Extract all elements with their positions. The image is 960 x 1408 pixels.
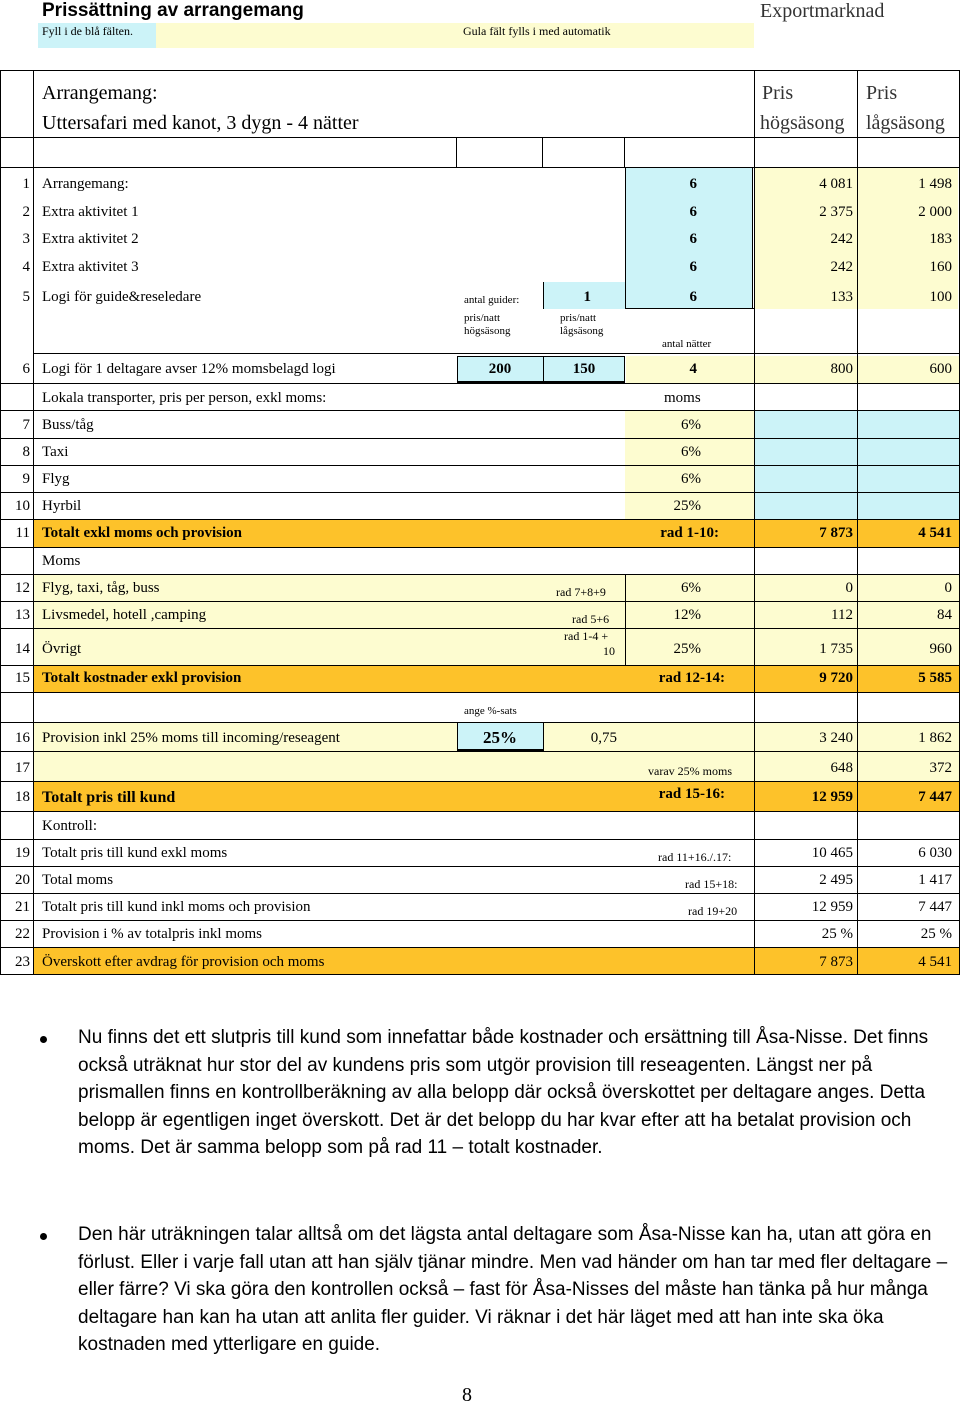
hint-yellow bbox=[156, 23, 754, 48]
row-label: Arrangemang: bbox=[42, 176, 129, 192]
arrangement-name: Uttersafari med kanot, 3 dygn - 4 nätter bbox=[42, 112, 359, 134]
row-number: 15 bbox=[15, 670, 30, 686]
price-low: 372 bbox=[929, 760, 952, 776]
row-number: 9 bbox=[22, 471, 30, 487]
price-high: 9 720 bbox=[819, 670, 853, 686]
row-number: 8 bbox=[22, 444, 30, 460]
hint-blue-text: Fyll i de blå fälten. bbox=[42, 24, 133, 38]
row-ref-line2: 10 bbox=[603, 644, 615, 658]
row-ref: rad 7+8+9 bbox=[556, 585, 606, 599]
price-low: 25 % bbox=[920, 926, 952, 942]
row-label: Extra aktivitet 3 bbox=[42, 259, 139, 275]
nights-value: 4 bbox=[689, 361, 697, 377]
price-low: 960 bbox=[929, 641, 952, 657]
pris-natt-high-1: pris/natt bbox=[464, 312, 501, 324]
row-ref: rad 19+20 bbox=[688, 904, 738, 918]
row-ref: rad 5+6 bbox=[572, 612, 610, 626]
row-label: Total moms bbox=[42, 872, 114, 888]
bullet-icon bbox=[40, 1233, 47, 1240]
vat-rate: 6% bbox=[681, 471, 701, 487]
price-high: 12 959 bbox=[811, 899, 853, 915]
percent-hint: ange %-sats bbox=[464, 705, 517, 717]
qty-input[interactable]: 6 bbox=[689, 176, 697, 192]
row-number: 12 bbox=[15, 580, 30, 596]
row-ref: rad 15-16: bbox=[658, 786, 725, 802]
row-number: 20 bbox=[15, 872, 30, 888]
row-ref: rad 1-10: bbox=[660, 525, 719, 541]
row-label: Logi för guide&reseledare bbox=[42, 289, 202, 305]
row-number: 10 bbox=[15, 498, 30, 514]
price-night-low-input[interactable]: 150 bbox=[572, 361, 596, 377]
price-low: 7 447 bbox=[918, 899, 952, 915]
row-number: 22 bbox=[15, 926, 30, 942]
price-high: 242 bbox=[830, 259, 853, 275]
antal-natter-label: antal nätter bbox=[662, 338, 712, 350]
row-ref-line1: rad 1-4 + bbox=[564, 629, 609, 643]
price-low: 183 bbox=[929, 231, 952, 247]
row-label: Flyg, taxi, tåg, buss bbox=[42, 580, 160, 596]
price-low: 4 541 bbox=[918, 954, 952, 970]
row-number: 17 bbox=[15, 760, 30, 776]
price-low: 160 bbox=[929, 259, 952, 275]
price-high: 7 873 bbox=[819, 525, 853, 541]
vat-rate: 6% bbox=[681, 444, 701, 460]
empty-cell bbox=[543, 137, 625, 167]
bullet-paragraph: Nu finns det ett slutpris till kund som innefattar både kostnader och ersättning till Åsa-Nisse. Det finns också uträknat hur stor del av kundens pris som utgör provision till reseagenten. Längst ner på prismallen finns en kontrollberäkning av alla belopp där också överskottet per deltagare anges. Detta belopp är egentligen inget överskott. Det är det belopp du har kvar efter att ha betalat provision och moms. Det är samma belopp som på rad 11 – totalt kostnader. bbox=[78, 1027, 929, 1158]
pris-natt-low-1: pris/natt bbox=[560, 312, 597, 324]
col-high-subtitle: högsäsong bbox=[760, 112, 845, 134]
price-low: 6 030 bbox=[918, 845, 952, 861]
row-ref: rad 15+18: bbox=[685, 877, 738, 891]
price-low: 1 417 bbox=[918, 872, 952, 888]
price-low: 5 585 bbox=[918, 670, 952, 686]
row-label: Totalt pris till kund bbox=[42, 789, 176, 806]
row-number: 6 bbox=[22, 361, 30, 377]
price-high: 4 081 bbox=[819, 176, 853, 192]
row-number: 1 bbox=[22, 176, 30, 192]
row-label: Extra aktivitet 2 bbox=[42, 231, 139, 247]
row-label: Logi för 1 deltagare avser 12% momsbelagd logi bbox=[42, 361, 336, 377]
guides-input[interactable]: 1 bbox=[583, 289, 591, 305]
empty-cell bbox=[456, 137, 543, 167]
price-low: 84 bbox=[937, 607, 952, 623]
pris-natt-high-2: högsäsong bbox=[464, 325, 511, 337]
row-label: Hyrbil bbox=[42, 498, 82, 514]
row-label: Flyg bbox=[42, 471, 70, 487]
row-label: Buss/tåg bbox=[42, 417, 94, 433]
price-high: 3 240 bbox=[819, 730, 853, 746]
qty-input[interactable]: 6 bbox=[689, 289, 697, 305]
hint-blue bbox=[38, 23, 156, 48]
row-number: 14 bbox=[15, 641, 30, 657]
price-night-high-input[interactable]: 200 bbox=[488, 361, 512, 377]
bullet-icon bbox=[40, 1036, 47, 1043]
bullet-paragraph: Den här uträkningen talar alltså om det lägsta antal deltagare som Åsa-Nisse kan ha, utan att göra en förlust. Eller i varje fall utan att han själv tjänar mindre. Men vad händer om han tar med fler deltagare – eller färre? Vi ska göra den kontrollen också – fast för Åsa-Nisses del måste han tänka på hur många deltagare han kan ha utan att anlita fler guider. Vi räknar i det här läget med att han inte ska öka kostnaden med ytterligare en guide. bbox=[78, 1224, 948, 1355]
row-ref: rad 12-14: bbox=[658, 670, 725, 686]
vat-share-label: varav 25% moms bbox=[648, 764, 732, 778]
control-heading: Kontroll: bbox=[42, 818, 97, 834]
row-label: Övrigt bbox=[42, 641, 82, 657]
row-number: 18 bbox=[15, 789, 30, 805]
row-number: 13 bbox=[15, 607, 30, 623]
row-label: Överskott efter avdrag för provision och moms bbox=[42, 954, 325, 970]
row-number: 2 bbox=[22, 204, 30, 220]
col-low-subtitle: lågsäsong bbox=[866, 112, 945, 134]
row-label: Livsmedel, hotell ,camping bbox=[42, 607, 207, 623]
price-high: 112 bbox=[831, 607, 853, 623]
col-low-title: Pris bbox=[866, 82, 898, 104]
row-label: Provision i % av totalpris inkl moms bbox=[42, 926, 262, 942]
price-high: 7 873 bbox=[819, 954, 853, 970]
col-high-title: Pris bbox=[762, 82, 794, 104]
price-low: 600 bbox=[929, 361, 952, 377]
local-transport-heading: Lokala transporter, pris per person, exkl moms: bbox=[42, 390, 327, 406]
price-high: 648 bbox=[830, 760, 853, 776]
hint-yellow-text: Gula fält fylls i med automatik bbox=[463, 24, 611, 38]
price-low: 1 862 bbox=[918, 730, 952, 746]
price-high: 242 bbox=[830, 231, 853, 247]
row-number: 5 bbox=[22, 289, 30, 305]
row-number: 4 bbox=[22, 259, 30, 275]
row-label: Provision inkl 25% moms till incoming/reseagent bbox=[42, 730, 340, 746]
vat-column-heading: moms bbox=[664, 390, 701, 406]
price-high: 0 bbox=[845, 580, 853, 596]
pris-natt-low-2: lågsäsong bbox=[560, 325, 604, 337]
price-high: 2 495 bbox=[819, 872, 853, 888]
row-number: 21 bbox=[15, 899, 30, 915]
row-number: 11 bbox=[15, 525, 30, 541]
arrangement-label: Arrangemang: bbox=[42, 82, 158, 104]
provision-pct-input[interactable]: 25% bbox=[483, 728, 517, 747]
qty-input[interactable]: 6 bbox=[689, 204, 697, 220]
row-label: Totalt pris till kund inkl moms och provision bbox=[42, 899, 311, 915]
row-label: Totalt pris till kund exkl moms bbox=[42, 845, 228, 861]
price-high: 12 959 bbox=[811, 789, 853, 805]
row-label: Taxi bbox=[42, 444, 69, 460]
price-low: 0 bbox=[944, 580, 952, 596]
price-low: 1 498 bbox=[918, 176, 952, 192]
price-high: 2 375 bbox=[819, 204, 853, 220]
guides-label: antal guider: bbox=[464, 294, 520, 306]
price-high: 25 % bbox=[821, 926, 853, 942]
price-low: 100 bbox=[929, 289, 952, 305]
qty-input[interactable]: 6 bbox=[689, 259, 697, 275]
provision-factor: 0,75 bbox=[590, 730, 617, 746]
page-title: Prissättning av arrangemang bbox=[42, 0, 304, 21]
price-low: 2 000 bbox=[918, 204, 952, 220]
vat-section-heading: Moms bbox=[42, 553, 81, 569]
vat-rate: 25% bbox=[673, 641, 701, 657]
row-number: 19 bbox=[15, 845, 30, 861]
price-high: 10 465 bbox=[811, 845, 853, 861]
price-low: 4 541 bbox=[918, 525, 952, 541]
vat-rate: 6% bbox=[681, 417, 701, 433]
price-low: 7 447 bbox=[918, 789, 952, 805]
row-number: 7 bbox=[22, 417, 30, 433]
row-ref: rad 11+16./.17: bbox=[658, 850, 732, 864]
market-label: Exportmarknad bbox=[760, 0, 885, 22]
row-number: 16 bbox=[15, 730, 30, 746]
qty-input[interactable]: 6 bbox=[689, 231, 697, 247]
price-high: 133 bbox=[830, 289, 853, 305]
row-number: 3 bbox=[22, 231, 30, 247]
page-number: 8 bbox=[462, 1384, 472, 1406]
row-number: 23 bbox=[15, 954, 30, 970]
vat-rate: 12% bbox=[673, 607, 701, 623]
row-label: Extra aktivitet 1 bbox=[42, 204, 139, 220]
row-label: Totalt exkl moms och provision bbox=[42, 525, 243, 541]
vat-rate: 6% bbox=[681, 580, 701, 596]
price-high: 1 735 bbox=[819, 641, 853, 657]
price-high: 800 bbox=[830, 361, 853, 377]
row-label: Totalt kostnader exkl provision bbox=[42, 670, 242, 686]
vat-rate: 25% bbox=[673, 498, 701, 514]
